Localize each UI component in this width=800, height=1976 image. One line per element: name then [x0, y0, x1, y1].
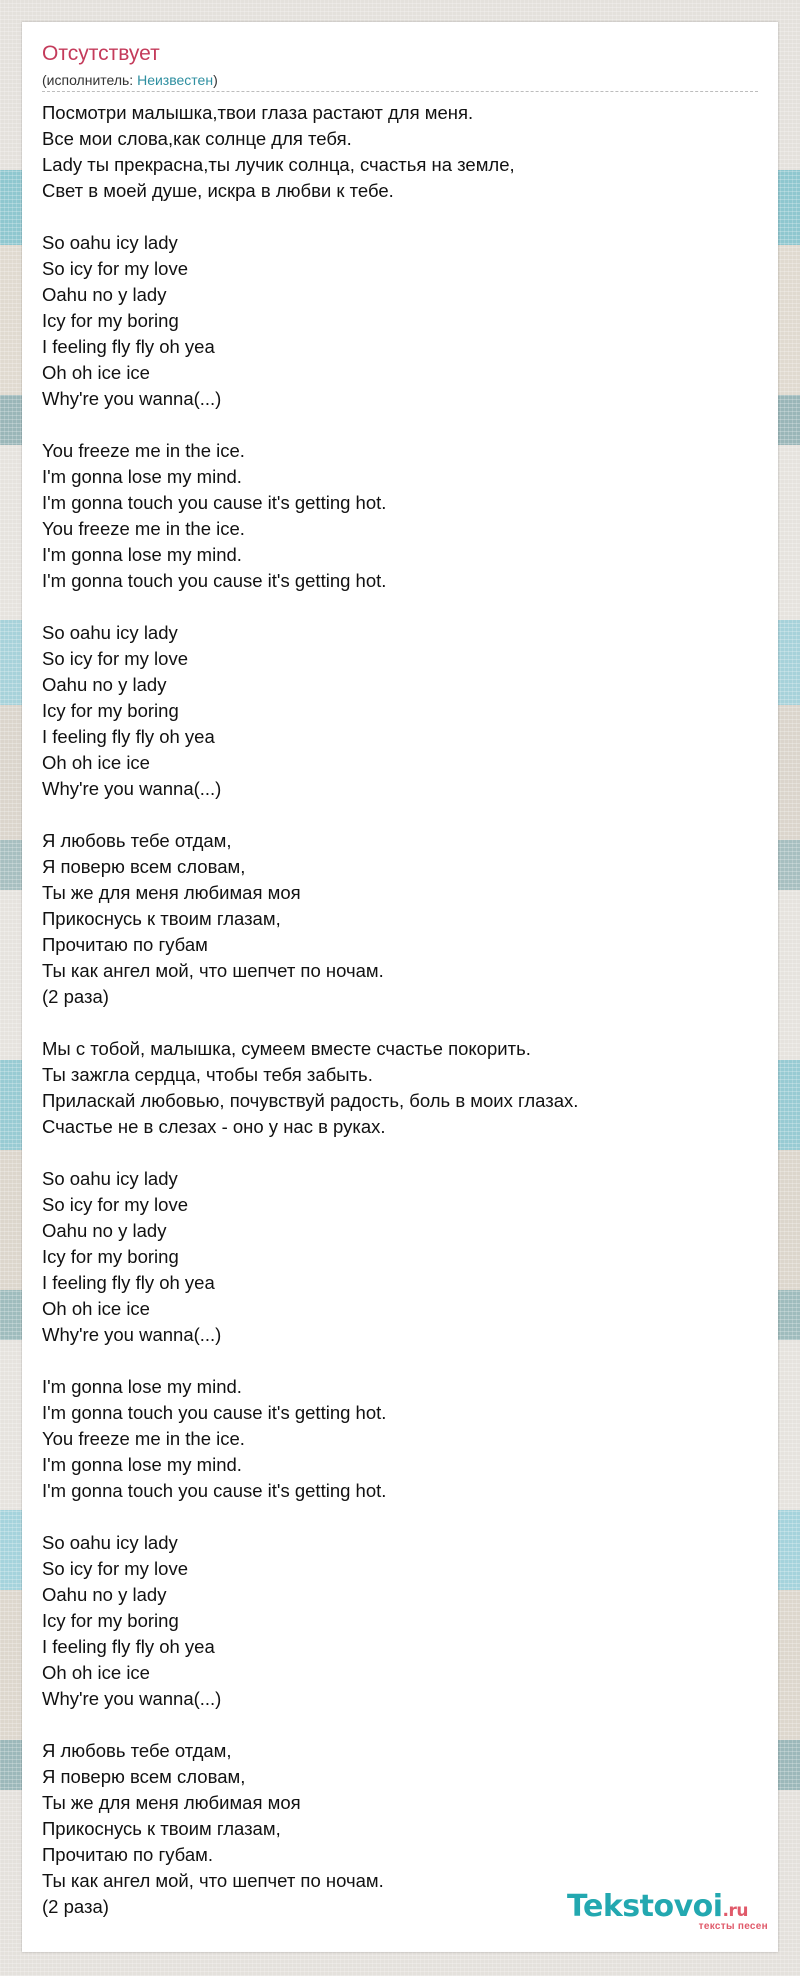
logo-subtitle: тексты песен [698, 1921, 768, 1932]
lyric-line: I'm gonna lose my mind. [42, 1454, 242, 1475]
tekstovoi-logo[interactable] [567, 1890, 782, 1934]
lyric-line: Oahu no y lady [42, 1220, 167, 1241]
artist-link[interactable]: Неизвестен [137, 72, 214, 88]
lyric-line: Oahu no y lady [42, 674, 167, 695]
lyric-line: I'm gonna touch you cause it's getting hot. [42, 1402, 387, 1423]
lyric-line: Icy for my boring [42, 310, 179, 331]
lyric-line: Все мои слова,как солнце для тебя. [42, 128, 352, 149]
stanza-gap [42, 412, 758, 438]
lyric-line: I'm gonna lose my mind. [42, 544, 242, 565]
lyric-line: Oh oh ice ice [42, 752, 150, 773]
lyric-line: Ты же для меня любимая моя [42, 1792, 301, 1813]
lyric-line: Ты как ангел мой, что шепчет по ночам. [42, 1870, 384, 1891]
lyric-line: Why're you wanna(...) [42, 388, 222, 409]
lyric-line: Ты же для меня любимая моя [42, 882, 301, 903]
lyric-line: I feeling fly fly oh yea [42, 1272, 215, 1293]
logo-tld: .ru [722, 1901, 748, 1921]
lyric-line: Oh oh ice ice [42, 362, 150, 383]
lyric-line: So icy for my love [42, 1558, 188, 1579]
lyric-line: I feeling fly fly oh yea [42, 336, 215, 357]
stanza-gap [42, 204, 758, 230]
lyric-line: So icy for my love [42, 1194, 188, 1215]
lyrics-panel [22, 22, 778, 1952]
byline-prefix: (исполнитель: [42, 72, 138, 88]
lyric-line: (2 раза) [42, 986, 109, 1007]
lyric-line: You freeze me in the ice. [42, 440, 245, 461]
lyric-line: Я любовь тебе отдам, [42, 1740, 232, 1761]
lyric-line: I'm gonna lose my mind. [42, 466, 242, 487]
lyric-line: So icy for my love [42, 648, 188, 669]
lyric-line: (2 раза) [42, 1896, 109, 1917]
lyric-line: Я любовь тебе отдам, [42, 830, 232, 851]
lyric-line: So oahu icy lady [42, 1168, 178, 1189]
lyric-line: Я поверю всем словам, [42, 856, 246, 877]
lyric-line: Ты как ангел мой, что шепчет по ночам. [42, 960, 384, 981]
lyric-line: You freeze me in the ice. [42, 1428, 245, 1449]
lyric-line: Посмотри малышка,твои глаза растают для меня. [42, 102, 474, 123]
lyric-line: Icy for my boring [42, 1610, 179, 1631]
lyric-line: I'm gonna touch you cause it's getting hot. [42, 570, 387, 591]
stanza-gap [42, 1504, 758, 1530]
stanza-gap [42, 1010, 758, 1036]
lyric-line: So oahu icy lady [42, 1532, 178, 1553]
stanza-gap [42, 1348, 758, 1374]
lyric-line: Прикоснусь к твоим глазам, [42, 908, 281, 929]
lyric-line: Icy for my boring [42, 700, 179, 721]
title-divider [42, 91, 758, 92]
artist-byline [42, 72, 218, 88]
lyric-line: Oahu no y lady [42, 284, 167, 305]
lyric-line: Мы с тобой, малышка, сумеем вместе счастье покорить. [42, 1038, 531, 1059]
lyric-line: I'm gonna touch you cause it's getting hot. [42, 492, 387, 513]
lyric-line: Why're you wanna(...) [42, 1688, 222, 1709]
lyric-line: Why're you wanna(...) [42, 1324, 222, 1345]
lyric-line: So icy for my love [42, 258, 188, 279]
lyric-line: I'm gonna touch you cause it's getting hot. [42, 1480, 387, 1501]
lyric-line: Oh oh ice ice [42, 1298, 150, 1319]
lyrics-text [42, 100, 758, 1920]
lyric-line: Прочитаю по губам. [42, 1844, 213, 1865]
lyric-line: You freeze me in the ice. [42, 518, 245, 539]
lyric-line: I feeling fly fly oh yea [42, 1636, 215, 1657]
stanza-gap [42, 802, 758, 828]
lyric-line: Приласкай любовью, почувствуй радость, боль в моих глазах. [42, 1090, 579, 1111]
lyric-line: I feeling fly fly oh yea [42, 726, 215, 747]
lyric-line: Прикоснусь к твоим глазам, [42, 1818, 281, 1839]
stanza-gap [42, 594, 758, 620]
lyric-line: Я поверю всем словам, [42, 1766, 246, 1787]
lyric-line: Oahu no y lady [42, 1584, 167, 1605]
byline-suffix: ) [213, 72, 218, 88]
stanza-gap [42, 1712, 758, 1738]
logo-name: Tekstovoi [567, 1889, 723, 1924]
lyric-line: Свет в моей душе, искра в любви к тебе. [42, 180, 394, 201]
lyric-line: So oahu icy lady [42, 232, 178, 253]
stanza-gap [42, 1140, 758, 1166]
lyric-line: Icy for my boring [42, 1246, 179, 1267]
lyric-line: Oh oh ice ice [42, 1662, 150, 1683]
song-title: Отсутствует [42, 42, 160, 65]
lyric-line: Прочитаю по губам [42, 934, 208, 955]
lyric-line: Lady ты прекрасна,ты лучик солнца, счастья на земле, [42, 154, 515, 175]
lyric-line: So oahu icy lady [42, 622, 178, 643]
lyric-line: Ты зажгла сердца, чтобы тебя забыть. [42, 1064, 373, 1085]
lyric-line: I'm gonna lose my mind. [42, 1376, 242, 1397]
lyric-line: Why're you wanna(...) [42, 778, 222, 799]
lyric-line: Счастье не в слезах - оно у нас в руках. [42, 1116, 386, 1137]
